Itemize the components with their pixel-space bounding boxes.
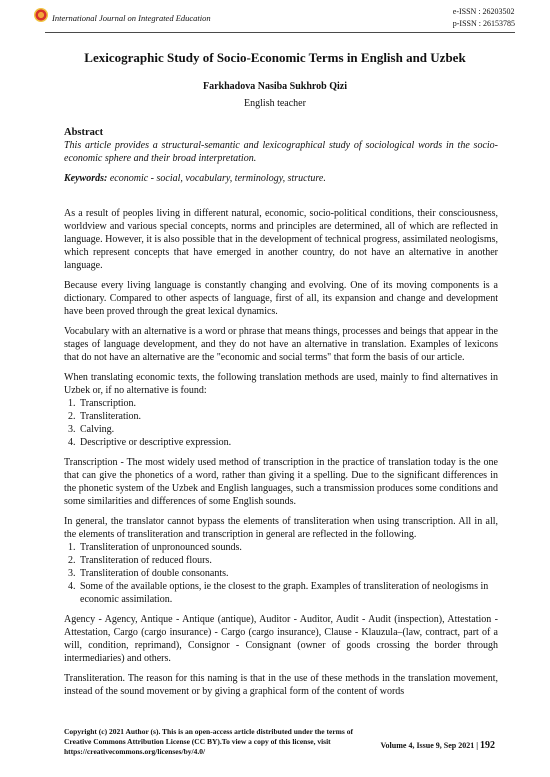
list-item: 2. Transliteration of reduced flours.: [78, 554, 498, 567]
volume-issue: Volume 4, Issue 9, Sep 2021 |: [380, 741, 480, 750]
paragraph-7: Agency - Agency, Antique - Antique (antique), Auditor - Auditor, Audit - Audit (inspection), Attestation - Attestation, Cargo (cargo insurance) - Cargo (cargo insurance), Clause - Klauzula–(law, contract, part of a will, condition, reprimand), Consignor - Consignant (owner of goods crossing the border through intermediaries) and others.: [64, 614, 498, 664]
issn-block: [453, 6, 515, 30]
list-item: 3. Transliteration of double consonants.: [78, 567, 498, 580]
transliteration-list: [64, 541, 498, 606]
pissn: p-ISSN : 26153785: [452, 19, 515, 28]
paragraph-4: When translating economic texts, the following translation methods are used, mainly to find alternatives in Uzbek or, if no alternative is found:: [64, 372, 498, 396]
header-rule: [45, 32, 515, 33]
list-item: 1. Transcription.: [78, 397, 498, 410]
copyright-notice: Copyright (c) 2021 Author (s). This is an open-access article distributed under the terms of Creative Commons Attribution License (CC BY).To view a copy of this license, visit https://creativecommons.org/licenses/by/4.0/: [64, 727, 353, 756]
journal-logo-icon: [34, 8, 48, 22]
methods-list: [64, 397, 498, 449]
journal-name: International Journal on Integrated Education: [52, 13, 211, 23]
list-item: 2. Transliteration.: [78, 410, 498, 423]
paragraph-6: In general, the translator cannot bypass the elements of transliteration when using transcription. All in all, the elements of transliteration and transcription in general are reflected in the following.: [64, 516, 498, 540]
volume-info: [381, 740, 495, 751]
eissn: e-ISSN : 26203502: [452, 7, 515, 16]
page-number: 192: [480, 740, 495, 751]
article-body: [64, 126, 498, 698]
paragraph-2: Because every living language is constantly changing and evolving. One of its moving components is a dictionary. Compared to other aspects of language, first of all, its expansion and change and development have been proved through the great lexical dynamics.: [64, 280, 498, 317]
paragraph-5: Transcription - The most widely used method of transcription in the practice of translation today is the one that can give the phonetics of a word, rather than giving it a spelling. Due to the significant differences in the phonetic system of the Uzbek and English languages, such a transmission produces some conditions and some similarities and differences of some English sounds.: [64, 457, 498, 507]
list-item: 3. Calving.: [78, 423, 498, 436]
keywords-list: economic - social, vocabulary, terminology, structure.: [107, 173, 326, 184]
list-item: 4. Descriptive or descriptive expression.: [78, 436, 498, 449]
keywords-label: Keywords:: [64, 173, 108, 184]
keywords: [64, 172, 498, 185]
author-role: English teacher: [244, 98, 306, 109]
author-name: Farkhadova Nasiba Sukhrob Qizi: [202, 81, 348, 92]
page-header: [0, 0, 550, 40]
abstract-heading: Abstract: [64, 127, 104, 138]
paragraph-3: Vocabulary with an alternative is a word or phrase that means things, processes and beings that appear in the stages of language development, and they do not have an alternative in translation. Examples of lexicons that do not have an alternative are the "economic and social terms" that form the basis of our article.: [64, 326, 498, 363]
article-title: Lexicographic Study of Socio-Economic Terms in English and Uzbek: [84, 50, 466, 65]
list-item: 4. Some of the available options, ie the closest to the graph. Examples of transliteration of neologisms in economic assimilation.: [78, 580, 498, 606]
paragraph-8: Transliteration. The reason for this naming is that in the use of these methods in the translation movement, instead of the sound movement or by giving a graphical form of the content of words: [64, 673, 498, 697]
paragraph-1: As a result of peoples living in different natural, economic, socio-political conditions, their consciousness, worldview and various special concepts, norms and principles are determined, all of which are reflected in language. However, it is also possible that in the development of technical progress, assimilated neologisms, which represent concepts that have emerged in another country, do not have an alternative in another language.: [64, 208, 498, 271]
list-item: 1. Transliteration of unpronounced sounds.: [78, 541, 498, 554]
abstract-text: This article provides a structural-semantic and lexicographical study of sociological words in the socio-economic sphere and their broad interpretation.: [64, 140, 498, 164]
